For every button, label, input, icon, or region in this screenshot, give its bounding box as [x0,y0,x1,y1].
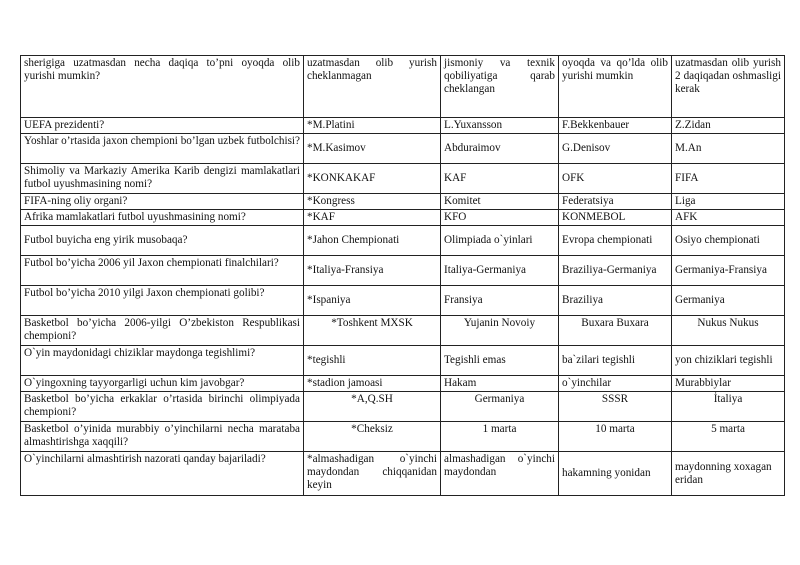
answer-a-cell: *KAF [304,210,441,226]
answer-a-cell: *Іspaniya [304,286,441,316]
answer-a-cell: *Italiya-Fransiya [304,256,441,286]
table-row [21,286,785,316]
table-row [21,316,785,346]
table-row [21,210,785,226]
answer-a-cell: *M.Platini [304,118,441,134]
table-row [21,226,785,256]
answer-d-cell: M.An [672,134,785,164]
answer-b-cell: Olimpiada o`yinlari [441,226,559,256]
table-row [21,194,785,210]
answer-b-cell: L.Yuxansson [441,118,559,134]
answer-c-cell: o`yinchilar [559,376,672,392]
question-cell: Yoshlar o’rtasida jaxon chempioni bo’lgan uzbek futbolchisi? [21,134,304,164]
answer-b-cell: Germaniya [441,392,559,422]
quiz-table [20,55,785,496]
question-cell: sherigiga uzatmasdan necha daqiqa to’pni oyoqda olib yurishi mumkin? [21,56,304,118]
answer-c-cell: 10 marta [559,422,672,452]
answer-a-cell: uzatmasdan olib yurish cheklanmagan [304,56,441,118]
question-cell: O`yinchilarni almashtirish nazorati qanday bajariladi? [21,452,304,496]
answer-d-cell: FIFA [672,164,785,194]
answer-b-cell: Tegishli emas [441,346,559,376]
answer-d-cell: Germaniya-Fransiya [672,256,785,286]
answer-c-cell: Federatsiya [559,194,672,210]
answer-c-cell: ba`zilari tegishli [559,346,672,376]
question-cell: Basketbol o’yinida murabbiy o’yinchilarni necha marataba almashtirishga xaqqili? [21,422,304,452]
question-cell: Futbol buyicha eng yirik musobaqa? [21,226,304,256]
question-cell: Basketbol bo’yicha erkaklar o’rtasida birinchi olimpiyada chempioni? [21,392,304,422]
answer-a-cell: *stadion jamoasi [304,376,441,392]
answer-a-cell: *Kongress [304,194,441,210]
table-row [21,392,785,422]
question-cell: O`yin maydonidagi chiziklar maydonga tegishlimi? [21,346,304,376]
question-cell: FIFA-ning oliy organi? [21,194,304,210]
answer-b-cell: Abduraimov [441,134,559,164]
answer-a-cell: *Toshkent MXSK [304,316,441,346]
answer-c-cell: SSSR [559,392,672,422]
answer-a-cell: *KONKAKAF [304,164,441,194]
answer-d-cell: Z.Zidan [672,118,785,134]
answer-c-cell: Braziliya [559,286,672,316]
answer-d-cell: Germaniya [672,286,785,316]
table-row [21,56,785,118]
question-cell: Basketbol bo’yicha 2006-yilgi O’zbekiston Respublikasi chempioni? [21,316,304,346]
question-cell: O`yingoxning tayyorgarligi uchun kim javobgar? [21,376,304,392]
answer-b-cell: Fransiya [441,286,559,316]
answer-b-cell: Komitet [441,194,559,210]
table-row [21,118,785,134]
question-cell: UEFA prezidenti? [21,118,304,134]
answer-b-cell: Yujanin Novoiy [441,316,559,346]
answer-c-cell: G.Denisov [559,134,672,164]
table-row [21,376,785,392]
answer-a-cell: *almashadigan o`yinchi maydondan chiqqanidan keyin [304,452,441,496]
answer-b-cell: Italiya-Germaniya [441,256,559,286]
table-row [21,164,785,194]
answer-d-cell: maydonning xoxagan eridan [672,452,785,496]
answer-c-cell: KONMEBOL [559,210,672,226]
table-row [21,134,785,164]
answer-d-cell: Liga [672,194,785,210]
answer-d-cell: Osiyo chempionati [672,226,785,256]
table-row [21,422,785,452]
answer-a-cell: *Cheksiz [304,422,441,452]
answer-c-cell: F.Bekkenbauer [559,118,672,134]
answer-b-cell: 1 marta [441,422,559,452]
answer-c-cell: Evropa chempionati [559,226,672,256]
answer-d-cell: AFK [672,210,785,226]
answer-a-cell: *tegishli [304,346,441,376]
question-cell: Afrika mamlakatlari futbol uyushmasining nomi? [21,210,304,226]
answer-d-cell: 5 marta [672,422,785,452]
answer-b-cell: almashadigan o`yinchi maydondan [441,452,559,496]
table-row [21,452,785,496]
answer-b-cell: Hakam [441,376,559,392]
answer-c-cell: Buxara Buxara [559,316,672,346]
answer-c-cell: Braziliya-Germaniya [559,256,672,286]
answer-d-cell: uzatmasdan olib yurish 2 daqiqadan oshmasligi kerak [672,56,785,118]
answer-c-cell: OFK [559,164,672,194]
answer-a-cell: *M.Kasimov [304,134,441,164]
answer-a-cell: *A,Q.SH [304,392,441,422]
answer-d-cell: İtaliya [672,392,785,422]
answer-d-cell: Murabbiylar [672,376,785,392]
answer-d-cell: Nukus Nukus [672,316,785,346]
table-row [21,346,785,376]
answer-b-cell: KFO [441,210,559,226]
answer-b-cell: KAF [441,164,559,194]
answer-b-cell: jismoniy va texnik qobiliyatiga qarab cheklangan [441,56,559,118]
table-row [21,256,785,286]
answer-a-cell: *Jahon Chempionati [304,226,441,256]
answer-c-cell: oyoqda va qo’lda olib yurishi mumkin [559,56,672,118]
question-cell: Shimoliy va Markaziy Amerika Karib dengizi mamlakatlari futbol uyushmasining nomi? [21,164,304,194]
answer-d-cell: yon chiziklari tegishli [672,346,785,376]
question-cell: Futbol bo’yicha 2006 yil Jaxon chempionati finalchilari? [21,256,304,286]
question-cell: Futbol bo’yicha 2010 yilgi Jaxon chempionati golibi? [21,286,304,316]
answer-c-cell: hakamning yonidan [559,452,672,496]
